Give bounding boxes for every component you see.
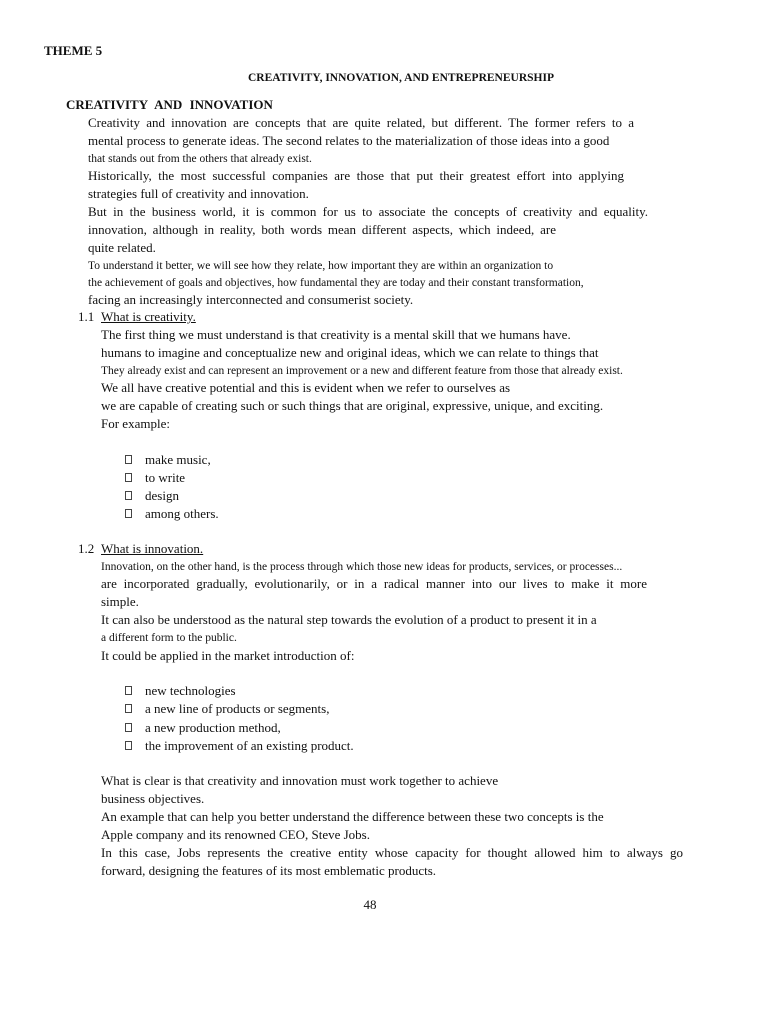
list-item: make music, — [145, 452, 211, 467]
body-line: Innovation, on the other hand, is the process through which those new ideas for products, services, or processes... — [101, 561, 623, 573]
subsection-number: 1.1 — [78, 309, 95, 324]
intro-line: facing an increasingly interconnected and consumerist society. — [88, 292, 414, 307]
intro-line: quite related. — [88, 240, 156, 255]
body-line: They already exist and can represent an improvement or a new and different feature from those that already exist. — [101, 365, 623, 377]
body-line: We all have creative potential and this is evident when we refer to ourselves as — [101, 380, 511, 395]
intro-line: Historically, the most successful companies are those that put their greatest effort into applying — [88, 168, 624, 183]
closing-line: forward, designing the features of its most emblematic products. — [101, 863, 437, 878]
list-item: among others. — [145, 506, 219, 521]
list-item: a new production method, — [145, 720, 281, 735]
list-item: to write — [145, 470, 186, 485]
body-line: simple. — [101, 594, 139, 609]
bullet-box-icon — [125, 473, 132, 482]
body-line: For example: — [101, 416, 170, 431]
intro-line: mental process to generate ideas. The second relates to the materialization of those ideas into a good — [88, 133, 610, 148]
subsection-heading: What is creativity. — [101, 309, 196, 324]
list-item: design — [145, 488, 179, 503]
body-line: are incorporated gradually, evolutionarily, or in a radical manner into our lives to make it more — [101, 576, 647, 591]
intro-line: strategies full of creativity and innovation. — [88, 186, 309, 201]
intro-line: Creativity and innovation are concepts that are quite related, but different. The former refers to a — [88, 115, 634, 130]
theme-label: THEME 5 — [44, 43, 103, 58]
intro-line: innovation, although in reality, both words mean different aspects, which indeed, are — [88, 222, 556, 237]
list-item: a new line of products or segments, — [145, 701, 330, 716]
intro-line: the achievement of goals and objectives, how fundamental they are today and their constant transformation, — [88, 277, 584, 289]
bullet-box-icon — [125, 704, 132, 713]
body-line: It could be applied in the market introduction of: — [101, 648, 355, 663]
closing-line: An example that can help you better understand the difference between these two concepts is the — [101, 809, 604, 824]
subsection-number: 1.2 — [78, 541, 95, 556]
closing-line: In this case, Jobs represents the creative entity whose capacity for thought allowed him to always go — [101, 845, 683, 860]
subsection-heading: What is innovation. — [101, 541, 204, 556]
intro-line: To understand it better, we will see how they relate, how important they are within an organization to — [88, 260, 554, 272]
list-item: new technologies — [145, 683, 236, 698]
document-title: CREATIVITY, INNOVATION, AND ENTREPRENEURSHIP — [248, 72, 554, 84]
bullet-box-icon — [125, 455, 132, 464]
page-number: 48 — [363, 897, 377, 912]
closing-line: business objectives. — [101, 791, 205, 806]
body-line: we are capable of creating such or such things that are original, expressive, unique, and exciting. — [101, 398, 604, 413]
closing-line: What is clear is that creativity and innovation must work together to achieve — [101, 773, 499, 788]
closing-line: Apple company and its renowned CEO, Steve Jobs. — [101, 827, 370, 842]
intro-line: But in the business world, it is common for us to associate the concepts of creativity and equality. — [88, 204, 648, 219]
bullet-box-icon — [125, 723, 132, 732]
bullet-box-icon — [125, 741, 132, 750]
body-line: The first thing we must understand is that creativity is a mental skill that we humans have. — [101, 327, 571, 342]
bullet-box-icon — [125, 491, 132, 500]
body-line: humans to imagine and conceptualize new and original ideas, which we can relate to things that — [101, 345, 599, 360]
body-line: a different form to the public. — [101, 632, 237, 644]
intro-line: that stands out from the others that already exist. — [88, 153, 312, 165]
bullet-box-icon — [125, 686, 132, 695]
bullet-box-icon — [125, 509, 132, 518]
body-line: It can also be understood as the natural step towards the evolution of a product to present it in a — [101, 612, 597, 627]
section-heading: CREATIVITY AND INNOVATION — [66, 97, 273, 112]
list-item: the improvement of an existing product. — [145, 738, 354, 753]
